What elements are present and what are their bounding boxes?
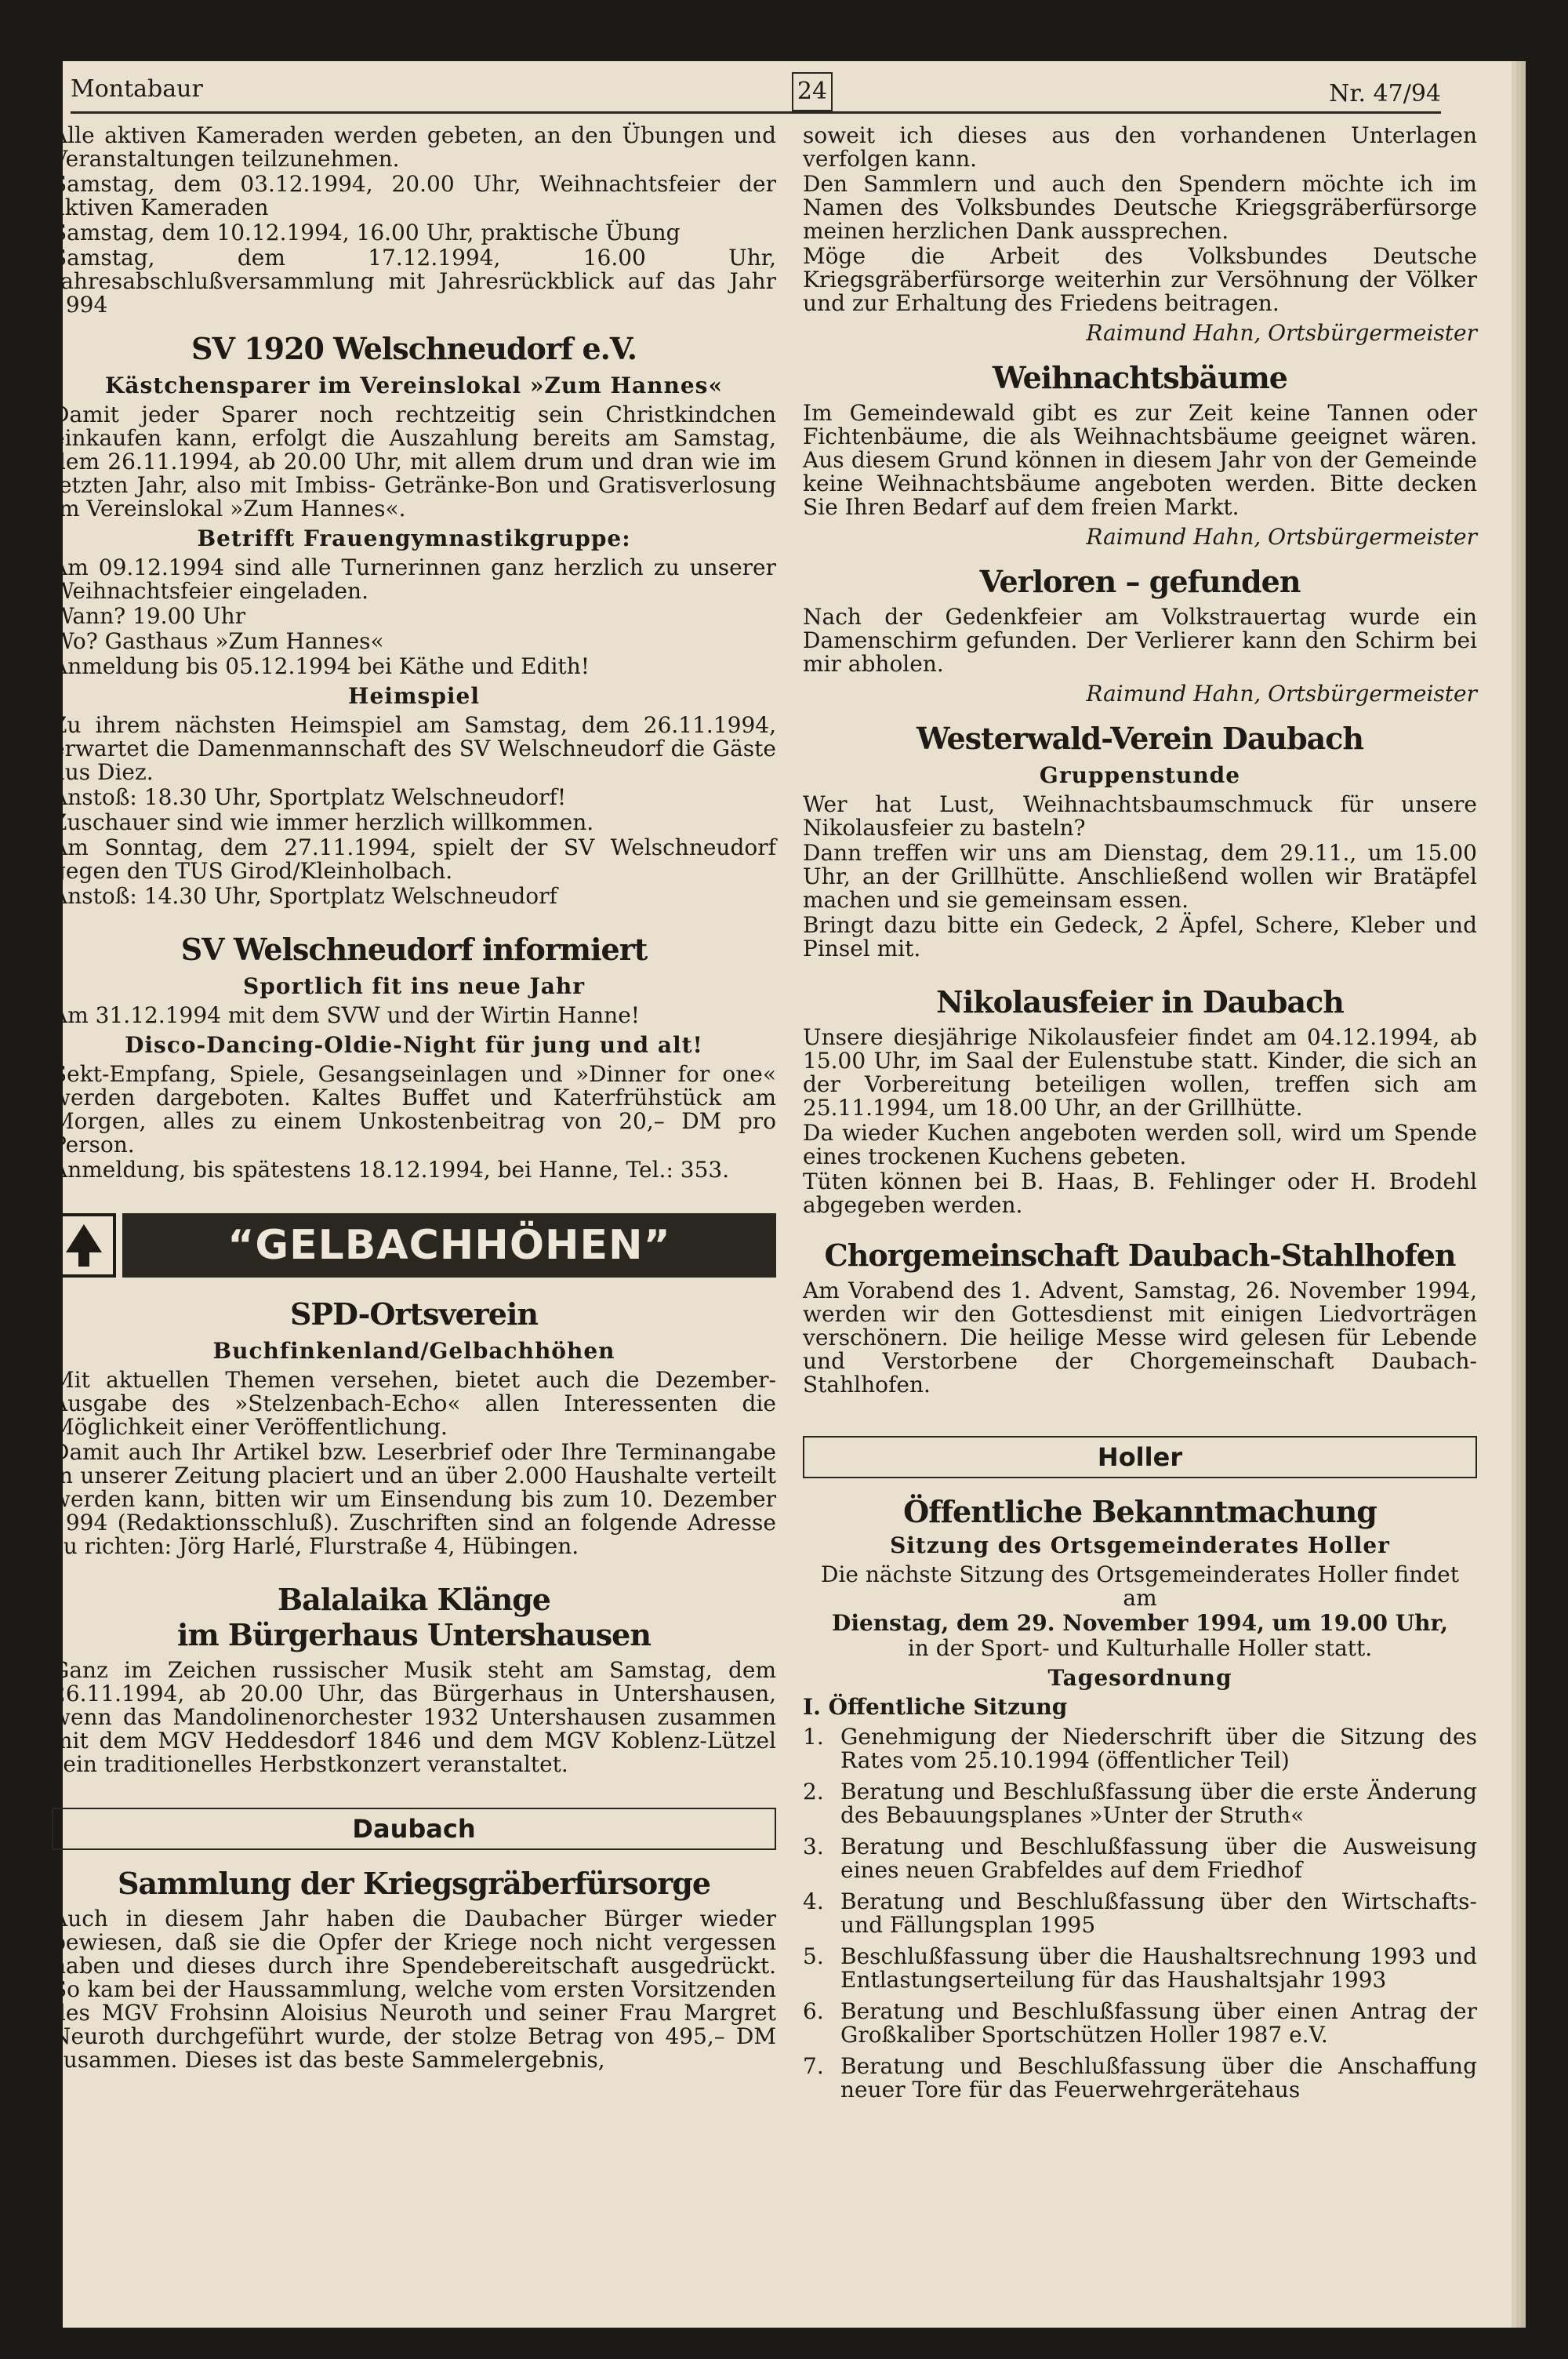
verloren-paragraph: Nach der Gedenkfeier am Volkstrauertag wurde ein Damenschirm gefunden. Der Verlierer kann den Schirm bei mir abholen. <box>803 604 1477 677</box>
svinfo-title: SV Welschneudorf informiert <box>180 932 648 967</box>
svinfo-paragraph: Am 31.12.1994 mit dem SVW und der Wirtin Hanne! <box>52 1002 641 1028</box>
page-number: 24 <box>792 72 833 111</box>
svinfo-subheading: Sportlich fit ins neue Jahr <box>242 973 586 999</box>
verloren-title: Verloren – gefunden <box>979 564 1301 599</box>
bekannt-paragraph: Die nächste Sitzung des Ortsgemeinderates Holler findet am <box>821 1561 1459 1611</box>
svinfo-subheading: Disco-Dancing-Oldie-Night für jung und alt! <box>125 1032 703 1058</box>
sv1920-subheading: Kästchensparer im Vereinslokal »Zum Hannes« <box>105 373 723 398</box>
gelbachhoehen-banner <box>52 1213 776 1278</box>
bekannt-paragraph: in der Sport- und Kulturhalle Holler statt. <box>907 1635 1373 1661</box>
balalaika-title: Balalaika Klänge <box>278 1582 550 1617</box>
sv1920-paragraph: Anstoß: 14.30 Uhr, Sportplatz Welschneudorf <box>52 883 557 909</box>
sv1920-paragraph: Anstoß: 18.30 Uhr, Sportplatz Welschneudorf! <box>52 784 567 810</box>
svinfo-paragraph: Sekt-Empfang, Spiele, Gesangseinlagen und »Dinner for one« werden dargeboten. Kaltes Buffet und Katerfrühstück am Morgen, alles zu einem Unkostenbeitrag von 20,– DM pro Person. <box>52 1061 776 1158</box>
nikolaus-paragraph: Unsere diesjährige Nikolausfeier findet am 04.12.1994, ab 15.00 Uhr, im Saal der Eulenstube statt. Kinder, die sich an der Vorbereitung beteiligen wollen, treffen sich am 25.11.1994, um 18.00 Uhr, an der Grillhütte. <box>803 1024 1477 1121</box>
sv1920-subheading: Betrifft Frauengymnastikgruppe: <box>197 525 631 551</box>
sv1920-paragraph: Am Sonntag, dem 27.11.1994, spielt der SV Welschneudorf gegen den TUS Girod/Kleinholbach. <box>52 834 776 884</box>
agenda-item: 1. Genehmigung der Niederschrift über die Sitzung des Rates vom 25.10.1994 (öffentlicher Teil) <box>803 1724 1477 1773</box>
agenda-item: 6. Beratung und Beschlußfassung über einen Antrag der Großkaliber Sportschützen Holler 1987 e.V. <box>803 1998 1477 2048</box>
section-box-daubach: Daubach <box>52 1808 776 1850</box>
sv1920-subheading: Heimspiel <box>348 683 480 709</box>
sv1920-paragraph: Anmeldung bis 05.12.1994 bei Käthe und Edith! <box>52 653 590 679</box>
left-column <box>52 124 776 2074</box>
bekannt-subheading: Sitzung des Ortsgemeinderates Holler <box>890 1532 1390 1558</box>
agenda-section: I. Öffentliche Sitzung <box>803 1694 1068 1720</box>
sammlung-paragraph: Auch in diesem Jahr haben die Daubacher Bürger wieder bewiesen, daß sie die Opfer der Kriege noch nicht vergessen haben und dieses durch ihre Spendebereitschaft ausgedrückt. So kam bei der Haussammlung, welche vom ersten Vorsitzenden des MGV Frohsinn Aloisius Neuroth und seiner Frau Margret Neuroth durchgeführt wurde, der stolze Betrag von 495,– DM zusammen. Dieses ist das beste Sammelergebnis, <box>52 1906 776 2073</box>
continued-text: Den Sammlern und auch den Spendern möchte ich im Namen des Volksbundes Deutsche Kriegsgräberfürsorge meinen herzlichen Dank aussprechen. <box>803 171 1477 244</box>
signature: Raimund Hahn, Ortsbürgermeister <box>1086 524 1477 550</box>
sv1920-paragraph: Damit jeder Sparer noch rechtzeitig sein Christkindchen einkaufen kann, erfolgt die Auszahlung bereits am Samstag, dem 26.11.1994, ab 20.00 Uhr, mit allem drum und dran wie im letzten Jahr, also mit Imbiss- Getränke-Bon und Gratisverlosung im Vereinslokal »Zum Hannes«. <box>52 402 776 522</box>
gelbachhoehen-title: “GELBACHHÖHEN” <box>122 1213 776 1278</box>
signature: Raimund Hahn, Ortsbürgermeister <box>1086 681 1477 707</box>
westerwald-paragraph: Dann treffen wir uns am Dienstag, dem 29.11., um 15.00 Uhr, an der Grillhütte. Anschließend wollen wir Bratäpfel machen und sie gemeinsam essen. <box>803 840 1477 913</box>
nikolaus-title: Nikolausfeier in Daubach <box>936 984 1344 1020</box>
spd-subheading: Buchfinkenland/Gelbachhöhen <box>212 1338 615 1364</box>
weihnacht-title: Weihnachtsbäume <box>993 360 1287 395</box>
nikolaus-paragraph: Da wieder Kuchen angeboten werden soll, wird um Spende eines trockenen Kuchens gebeten. <box>803 1120 1477 1169</box>
issue-number: Nr. 47/94 <box>1329 80 1441 107</box>
agenda-item: 2. Beratung und Beschlußfassung über die erste Änderung des Bebauungsplanes »Unter der Struth« <box>803 1779 1477 1828</box>
bekannt-date: Dienstag, dem 29. November 1994, um 19.00 Uhr, <box>832 1610 1448 1636</box>
chor-paragraph: Am Vorabend des 1. Advent, Samstag, 26. November 1994, werden wir den Gottesdienst mit einigen Liedvorträgen verschönern. Die heilige Messe wird gelesen für Lebende und Verstorbene der Chorgemeinschaft Daubach-Stahlhofen. <box>803 1278 1477 1398</box>
intro-text: Samstag, dem 03.12.1994, 20.00 Uhr, Weihnachtsfeier der aktiven Kameraden <box>52 171 776 220</box>
agenda-title: Tagesordnung <box>1047 1665 1232 1691</box>
intro-text: Alle aktiven Kameraden werden gebeten, an den Übungen und Veranstaltungen teilzunehmen. <box>52 122 776 172</box>
westerwald-paragraph: Bringt dazu bitte ein Gedeck, 2 Äpfel, Schere, Kleber und Pinsel mit. <box>803 912 1477 961</box>
weihnacht-paragraph: Im Gemeindewald gibt es zur Zeit keine Tannen oder Fichtenbäume, die als Weihnachtsbäume geeignet wären. Aus diesem Grund können in diesem Jahr von der Gemeinde keine Weihnachtsbäume angeboten werden. Bitte decken Sie Ihren Bedarf auf dem freien Markt. <box>803 400 1477 520</box>
bekannt-title: Öffentliche Bekanntmachung <box>903 1494 1377 1529</box>
balalaika-title: im Bürgerhaus Untershausen <box>177 1617 651 1652</box>
chor-title: Chorgemeinschaft Daubach-Stahlhofen <box>824 1238 1456 1273</box>
continued-text: soweit ich dieses aus den vorhandenen Unterlagen verfolgen kann. <box>803 122 1477 172</box>
sv1920-title: SV 1920 Welschneudorf e.V. <box>191 331 637 366</box>
signature: Raimund Hahn, Ortsbürgermeister <box>1086 320 1477 346</box>
balalaika-paragraph: Ganz im Zeichen russischer Musik steht am Samstag, dem 26.11.1994, ab 20.00 Uhr, das Bürgerhaus in Untershausen, wenn das Mandolinenorchester 1932 Untershausen zusammen mit dem MGV Heddesdorf 1846 und dem MGV Koblenz-Lützel sein traditionelles Herbstkonzert veranstaltet. <box>52 1657 776 1777</box>
sv1920-paragraph: Am 09.12.1994 sind alle Turnerinnen ganz herzlich zu unserer Weihnachtsfeier eingeladen. <box>52 554 776 604</box>
westerwald-paragraph: Wer hat Lust, Weihnachtsbaumschmuck für unsere Nikolausfeier zu basteln? <box>803 791 1477 841</box>
agenda-list <box>803 1725 1477 2102</box>
intro-text: Samstag, dem 10.12.1994, 16.00 Uhr, praktische Übung <box>52 220 681 245</box>
section-box-holler: Holler <box>803 1436 1477 1478</box>
intro-text: Samstag, dem 17.12.1994, 16.00 Uhr, Jahresabschlußversammlung mit Jahresrückblick auf das Jahr 1994 <box>52 245 776 318</box>
agenda-item: 7. Beratung und Beschlußfassung über die Anschaffung neuer Tore für das Feuerwehrgerätehaus <box>803 2053 1477 2103</box>
sv1920-paragraph: Wann? 19.00 Uhr <box>52 603 246 629</box>
westerwald-title: Westerwald-Verein Daubach <box>916 721 1364 756</box>
spd-title: SPD-Ortsverein <box>289 1296 539 1332</box>
spd-paragraph: Mit aktuellen Themen versehen, bietet auch die Dezember-Ausgabe des »Stelzenbach-Echo« allen Interessenten die Möglichkeit einer Veröffentlichung. <box>52 1367 776 1440</box>
sammlung-title: Sammlung der Kriegsgräberfürsorge <box>117 1866 711 1901</box>
header-location: Montabaur <box>71 75 203 103</box>
westerwald-subheading: Gruppenstunde <box>1039 762 1241 788</box>
sv1920-paragraph: Zu ihrem nächsten Heimspiel am Samstag, dem 26.11.1994, erwartet die Damenmannschaft des SV Welschneudorf die Gäste aus Diez. <box>52 712 776 785</box>
sv1920-paragraph: Wo? Gasthaus »Zum Hannes« <box>52 628 384 654</box>
page-header <box>71 72 1441 114</box>
agenda-item: 5. Beschlußfassung über die Haushaltsrechnung 1993 und Entlastungserteilung für das Haushaltsjahr 1993 <box>803 1943 1477 1993</box>
agenda-item: 3. Beratung und Beschlußfassung über die Ausweisung eines neuen Grabfeldes auf dem Friedhof <box>803 1834 1477 1883</box>
agenda-item: 4. Beratung und Beschlußfassung über den Wirtschafts- und Fällungsplan 1995 <box>803 1888 1477 1938</box>
spd-paragraph: Damit auch Ihr Artikel bzw. Leserbrief oder Ihre Terminangabe in unserer Zeitung placiert und an über 2.000 Haushalte verteilt werden kann, bitten wir um Einsendung bis zum 10. Dezember 1994 (Redaktionsschluß). Zuschriften sind an folgende Adresse zu richten: Jörg Harlé, Flurstraße 4, Hübingen. <box>52 1439 776 1559</box>
nikolaus-paragraph: Tüten können bei B. Haas, B. Fehlinger oder H. Brodehl abgegeben werden. <box>803 1169 1477 1218</box>
svinfo-paragraph: Anmeldung, bis spätestens 18.12.1994, bei Hanne, Tel.: 353. <box>52 1157 730 1183</box>
sv1920-paragraph: Zuschauer sind wie immer herzlich willkommen. <box>52 809 594 835</box>
region-logo-icon <box>52 1213 116 1278</box>
right-column <box>803 124 1477 2110</box>
continued-text: Möge die Arbeit des Volksbundes Deutsche Kriegsgräberfürsorge weiterhin zur Versöhnung der Völker und zur Erhaltung des Friedens beitragen. <box>803 243 1477 316</box>
